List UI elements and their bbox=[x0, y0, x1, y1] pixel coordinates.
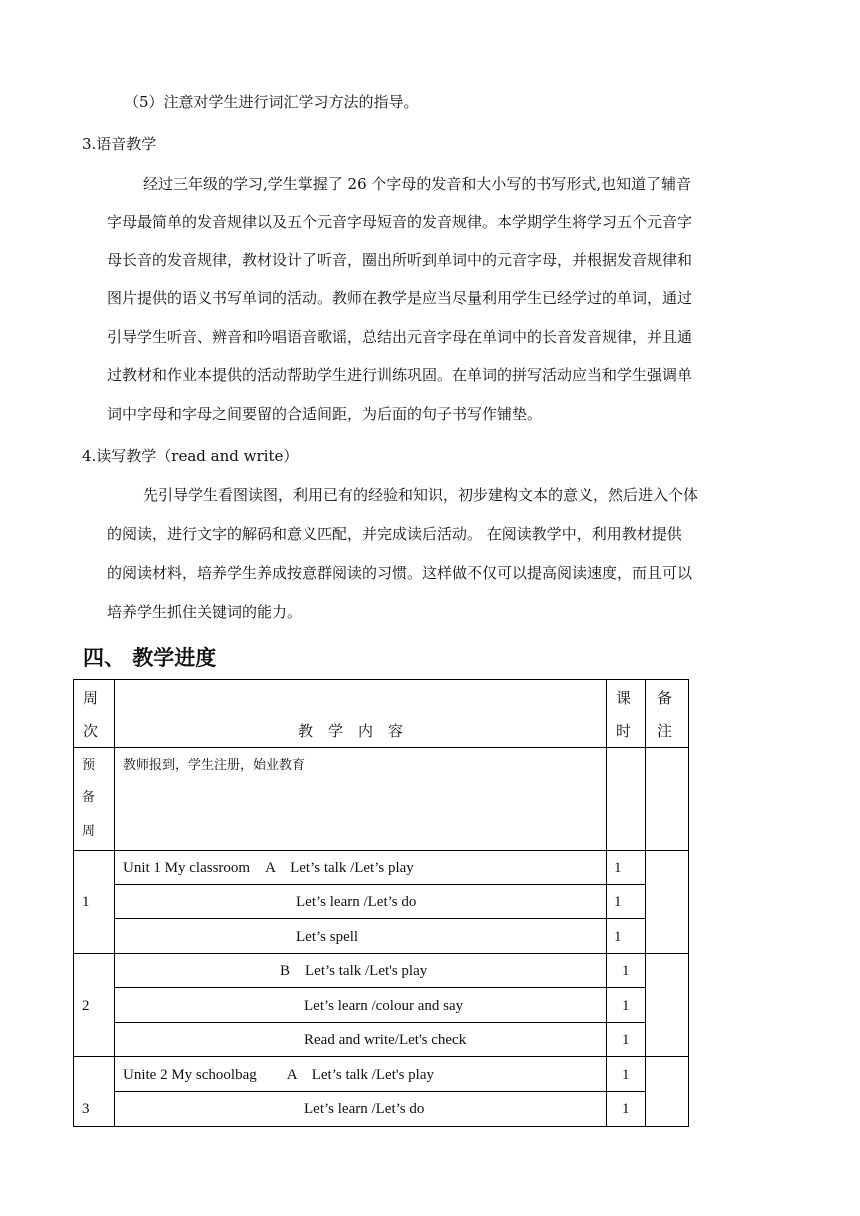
phonics-line: 母长音的发音规律，教材设计了听音，圈出所听到单词中的元音字母，并根据发音规律和 bbox=[107, 251, 693, 269]
header-week: 周 bbox=[83, 689, 99, 707]
table-row-hours: 1 bbox=[622, 998, 630, 1014]
table-row-content: B Let’s talk /Let's play bbox=[280, 963, 428, 979]
heading-phonics: 3.语音教学 bbox=[82, 135, 157, 153]
header-notes: 注 bbox=[657, 722, 673, 740]
table-divider-week1 bbox=[73, 953, 689, 954]
table-row-divider bbox=[114, 884, 646, 885]
table-border-top bbox=[73, 679, 689, 680]
table-row-hours: 1 bbox=[614, 894, 622, 910]
table-row-divider bbox=[114, 987, 646, 988]
table-border-bottom bbox=[73, 1126, 689, 1127]
table-row-hours: 1 bbox=[622, 1067, 630, 1083]
header-hours: 课 bbox=[616, 689, 632, 707]
table-row-divider bbox=[114, 1091, 646, 1092]
table-row-hours: 1 bbox=[622, 1101, 630, 1117]
table-row-content: Let’s spell bbox=[296, 929, 359, 945]
reading-line: 培养学生抓住关键词的能力。 bbox=[107, 603, 303, 621]
phonics-line: 经过三年级的学习,学生掌握了 26 个字母的发音和大小写的书写形式,也知道了辅音 bbox=[143, 175, 692, 193]
table-row-content: Unite 2 My schoolbag A Let’s talk /Let's play bbox=[123, 1067, 434, 1083]
phonics-line: 过教材和作业本提供的活动帮助学生进行训练巩固。在单词的拼写活动应当和学生强调单 bbox=[107, 366, 693, 384]
reading-line: 的阅读，进行文字的解码和意义匹配，并完成读后活动。 在阅读教学中，利用教材提供 bbox=[107, 525, 682, 543]
week-number: 1 bbox=[82, 894, 90, 910]
phonics-line: 词中字母和字母之间要留的合适间距，为后面的句子书写作铺垫。 bbox=[107, 405, 543, 423]
table-row-content: Unit 1 My classroom A Let’s talk /Let’s play bbox=[123, 860, 414, 876]
reading-line: 的阅读材料，培养学生养成按意群阅读的习惯。这样做不仅可以提高阅读速度，而且可以 bbox=[107, 564, 693, 582]
table-row-content: Let’s learn /colour and say bbox=[304, 998, 464, 1014]
prep-week-label: 预 bbox=[82, 758, 96, 773]
week-number: 2 bbox=[82, 998, 90, 1014]
header-content: 教 学 内 容 bbox=[298, 722, 404, 740]
table-row-hours: 1 bbox=[622, 1032, 630, 1048]
prep-week-label: 周 bbox=[82, 824, 96, 839]
table-row-content: Read and write/Let's check bbox=[304, 1032, 467, 1048]
table-row-hours: 1 bbox=[622, 963, 630, 979]
heading-reading-writing: 4.读写教学（read and write） bbox=[82, 447, 299, 465]
reading-line: 先引导学生看图读图，利用已有的经验和知识，初步建构文本的意义，然后进入个体 bbox=[143, 486, 699, 504]
table-row-content: Let’s learn /Let’s do bbox=[304, 1101, 425, 1117]
table-row-hours: 1 bbox=[614, 860, 622, 876]
section-title: 四、 教学进度 bbox=[83, 646, 217, 670]
table-divider-header bbox=[73, 747, 689, 748]
paragraph-item-5: （5）注意对学生进行词汇学习方法的指导。 bbox=[124, 93, 419, 111]
table-row-hours: 1 bbox=[614, 929, 622, 945]
header-notes: 备 bbox=[657, 689, 673, 707]
table-row-divider bbox=[114, 1022, 646, 1023]
phonics-line: 字母最简单的发音规律以及五个元音字母短音的发音规律。本学期学生将学习五个元音字 bbox=[107, 213, 693, 231]
table-row-divider bbox=[114, 918, 646, 919]
prep-week-label: 备 bbox=[82, 790, 96, 805]
phonics-line: 引导学生听音、辨音和吟唱语音歌谣，总结出元音字母在单词中的长音发音规律，并且通 bbox=[107, 328, 693, 346]
week-number: 3 bbox=[82, 1101, 90, 1117]
table-divider-week2 bbox=[73, 1056, 689, 1057]
phonics-line: 图片提供的语义书写单词的活动。教师在教学是应当尽量利用学生已经学过的单词，通过 bbox=[107, 289, 693, 307]
table-row-content: Let’s learn /Let’s do bbox=[296, 894, 417, 910]
header-hours: 时 bbox=[616, 722, 632, 740]
table-divider-prep bbox=[73, 850, 689, 851]
prep-content: 教师报到，学生注册，始业教育 bbox=[123, 758, 306, 773]
header-week: 次 bbox=[83, 722, 99, 740]
